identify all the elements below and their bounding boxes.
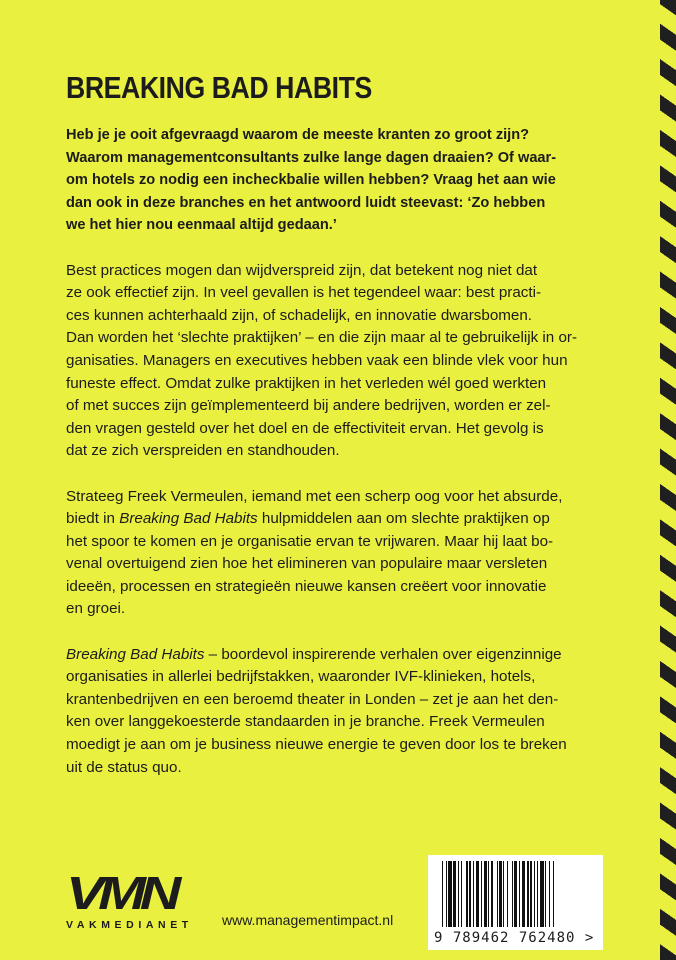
text-line: uit de status quo. bbox=[66, 758, 182, 776]
text-line: Dan worden het ‘slechte praktijken’ – en die zijn maar al te gebruikelijk in or- bbox=[66, 329, 578, 347]
publisher-name: VAKMEDIANET bbox=[66, 919, 193, 931]
text-line: ces kunnen achterhaald zijn, of schadelijk, en innovatie dwarsbomen. bbox=[66, 306, 533, 324]
text-line: ganisaties. Managers en executives hebben vaak een blinde vlek voor hun bbox=[66, 351, 568, 369]
text-line: het spoor te komen en je organisatie ervan te vrijwaren. Maar hij laat bo- bbox=[66, 532, 554, 550]
publisher-logo bbox=[66, 867, 193, 931]
text-line: organisaties in allerlei bedrijfstakken, waaronder IVF-klinieken, hotels, bbox=[66, 668, 536, 686]
blurb bbox=[66, 124, 626, 802]
text-line: den vragen gesteld over het doel en de effectiviteit ervan. Het gevolg is bbox=[66, 419, 544, 437]
text-line: funeste effect. Omdat zulke praktijken in het verleden wél goed werkten bbox=[66, 374, 547, 392]
text-line: venal overtuigend zien hoe het elimineren van populaire maar versleten bbox=[66, 555, 548, 573]
isbn-number: 9 789462 762480 > bbox=[434, 930, 595, 946]
text-line: en groei. bbox=[66, 600, 126, 618]
paragraph bbox=[66, 486, 626, 622]
barcode-bar bbox=[554, 861, 555, 927]
text-line: Waarom managementconsultants zulke lange dagen draaien? Of waar- bbox=[66, 149, 557, 166]
text-line: moedigt je aan om je business nieuwe energie te geven door los te breken bbox=[66, 736, 567, 754]
paragraph bbox=[66, 644, 626, 780]
text-line: krantenbedrijven en een beroemd theater in Londen – zet je aan het den- bbox=[66, 690, 559, 708]
text-line: we het hier nou eenmaal altijd gedaan.’ bbox=[66, 217, 337, 234]
barcode bbox=[428, 855, 603, 950]
text-line: Best practices mogen dan wijdverspreid zijn, dat betekent nog niet dat bbox=[66, 261, 538, 279]
website-url[interactable]: www.managementimpact.nl bbox=[222, 912, 394, 928]
barcode-bars bbox=[442, 861, 592, 927]
text-line: Strateeg Freek Vermeulen, iemand met een scherp oog voor het absurde, bbox=[66, 487, 563, 505]
text-line: Heb je je ooit afgevraagd waarom de meeste kranten zo groot zijn? bbox=[66, 127, 530, 143]
text-line: dat ze zich verspreiden en standhouden. bbox=[66, 442, 340, 460]
text-line: biedt in Breaking Bad Habits hulpmiddelen aan om slechte praktijken op bbox=[66, 510, 550, 528]
logo-mark: VMN bbox=[66, 867, 176, 919]
hazard-stripes bbox=[660, 0, 676, 960]
paragraph bbox=[66, 124, 626, 237]
text-line: of met succes zijn geïmplementeerd bij andere bedrijven, worden er zel- bbox=[66, 397, 551, 415]
paragraph bbox=[66, 260, 626, 463]
text-line: ze ook effectief zijn. In veel gevallen is het tegendeel waar: best practi- bbox=[66, 284, 542, 302]
book-title: BREAKING BAD HABITS bbox=[66, 70, 372, 105]
text-line: ideeën, processen en strategieën nieuwe kansen creëert voor innovatie bbox=[66, 577, 547, 595]
text-line: dan ook in deze branches en het antwoord luidt steevast: ‘Zo hebben bbox=[66, 194, 546, 211]
text-line: Breaking Bad Habits – boordevol inspirerende verhalen over eigenzinnige bbox=[66, 645, 562, 663]
text-line: om hotels zo nodig een incheckbalie willen hebben? Vraag het aan wie bbox=[66, 172, 556, 189]
text-line: ken over langgekoesterde standaarden in je branche. Freek Vermeulen bbox=[66, 713, 545, 731]
